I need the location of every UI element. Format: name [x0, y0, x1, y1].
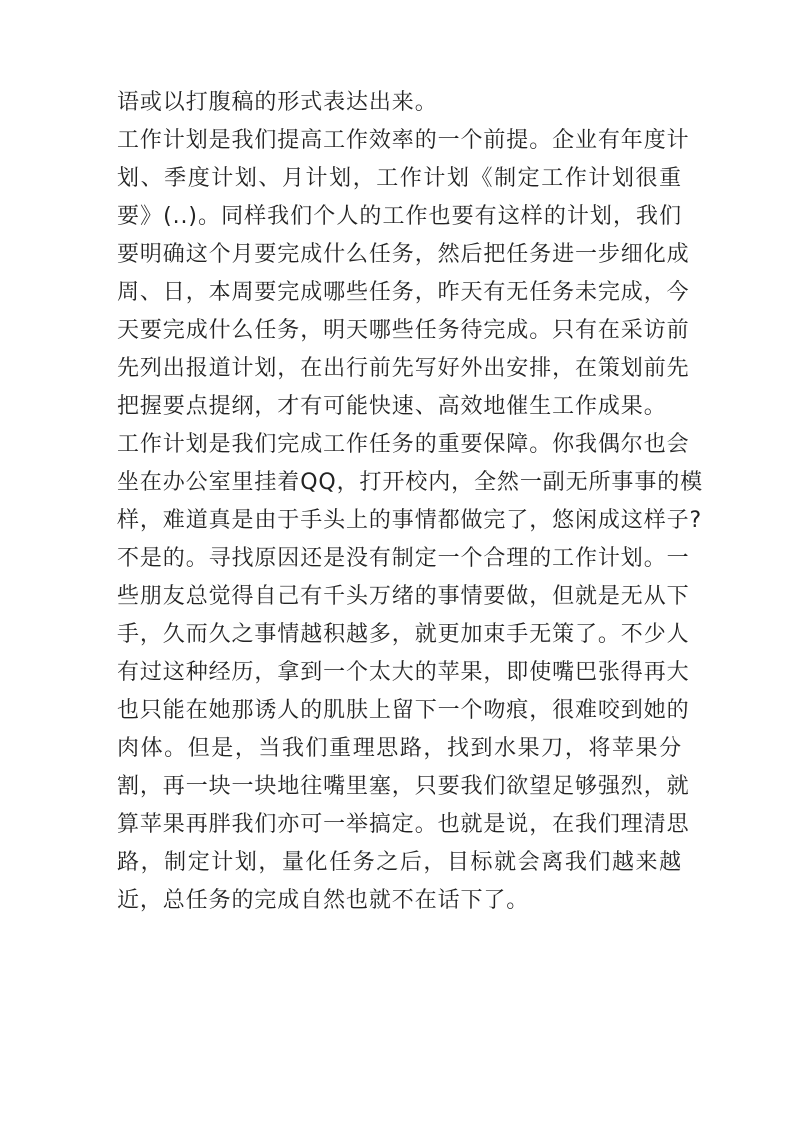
text-line-21: 路，制定计划，量化任务之后，目标就会离我们越来越	[117, 850, 682, 875]
text-line-18: 肉体。但是，当我们重理思路，找到水果刀，将苹果分	[117, 736, 682, 761]
text-line-11: 坐在办公室里挂着QQ，打开校内，全然一副无所事事的模	[117, 470, 704, 495]
text-line-19: 割，再一块一块地往嘴里塞，只要我们欲望足够强烈，就	[117, 774, 690, 799]
text-line-10: 工作计划是我们完成工作任务的重要保障。你我偶尔也会	[117, 432, 690, 457]
text-line-14: 些朋友总觉得自己有千头万绪的事情要做，但就是无从下	[117, 584, 690, 609]
text-line-4: 要》(..)。同样我们个人的工作也要有这样的计划，我们	[117, 204, 682, 229]
document-page	[117, 84, 704, 920]
text-line-5: 要明确这个月要完成什么任务，然后把任务进一步细化成	[117, 242, 690, 267]
text-line-13: 不是的。寻找原因还是没有制定一个合理的工作计划。一	[117, 546, 690, 571]
text-line-1: 语或以打腹稿的形式表达出来。	[117, 90, 438, 115]
text-line-6: 周、日，本周要完成哪些任务，昨天有无任务未完成，今	[117, 280, 690, 305]
text-line-17: 也只能在她那诱人的肌肤上留下一个吻痕，很难咬到她的	[117, 698, 690, 723]
text-line-7: 天要完成什么任务，明天哪些任务待完成。只有在采访前	[117, 318, 690, 343]
text-line-22: 近，总任务的完成自然也就不在话下了。	[117, 888, 530, 913]
text-line-9: 把握要点提纲，才有可能快速、高效地催生工作成果。	[117, 394, 667, 419]
text-line-3: 划、季度计划、月计划，工作计划《制定工作计划很重	[117, 166, 682, 191]
text-line-12: 样，难道真是由于手头上的事情都做完了，悠闲成这样子?	[117, 508, 703, 533]
text-line-16: 有过这种经历，拿到一个太大的苹果，即使嘴巴张得再大	[117, 660, 690, 685]
text-line-20: 算苹果再胖我们亦可一举搞定。也就是说，在我们理清思	[117, 812, 690, 837]
text-line-15: 手，久而久之事情越积越多，就更加束手无策了。不少人	[117, 622, 690, 647]
text-line-8: 先列出报道计划，在出行前先写好外出安排，在策划前先	[117, 356, 690, 381]
text-line-2: 工作计划是我们提高工作效率的一个前提。企业有年度计	[117, 128, 690, 153]
